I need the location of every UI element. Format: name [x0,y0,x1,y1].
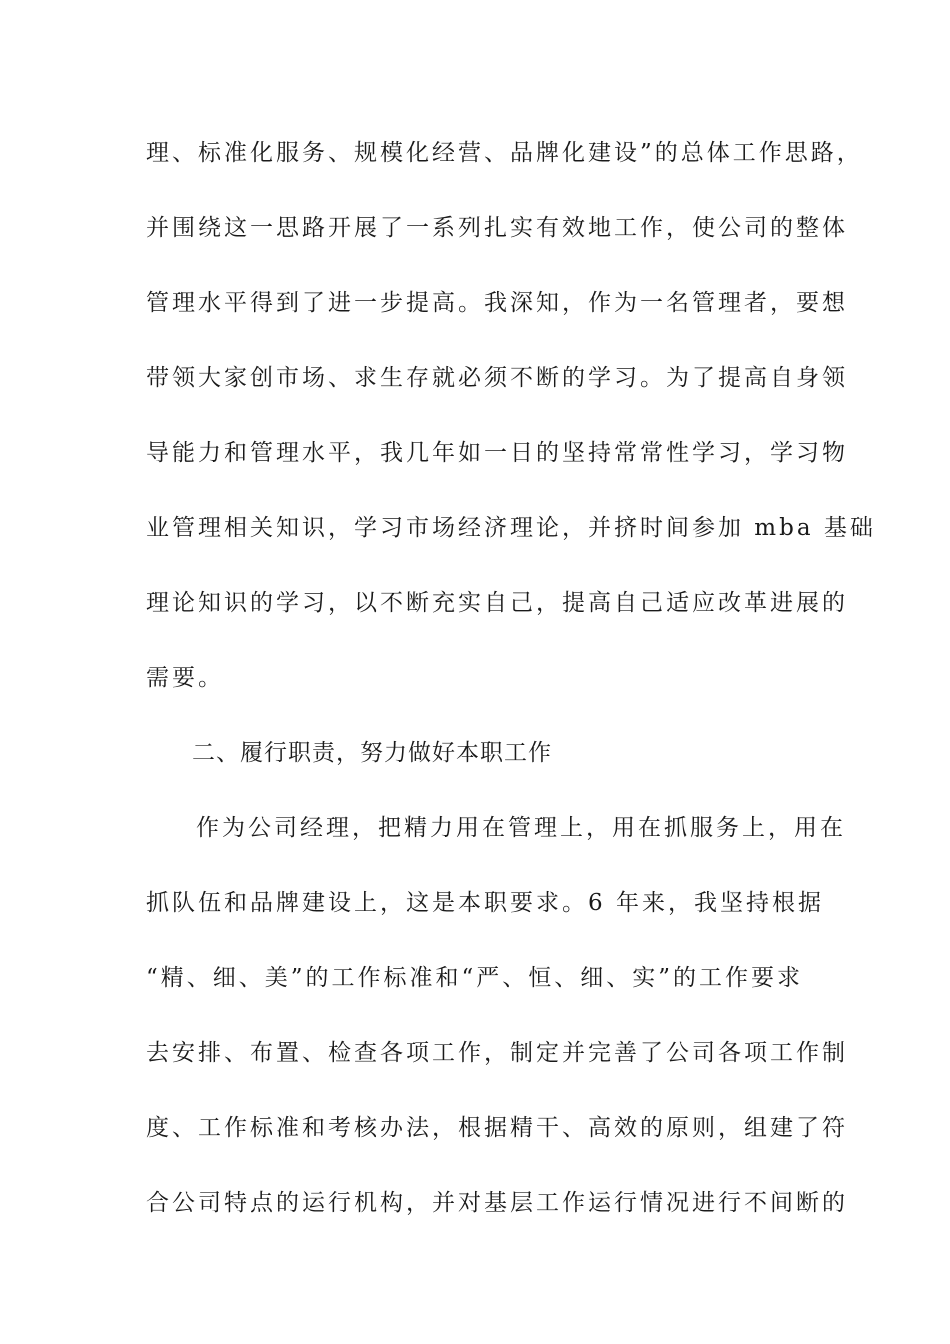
paragraph-line-6: 业管理相关知识，学习市场经济理论，并挤时间参加 mba 基础 [146,515,876,541]
paragraph-line-8: 需要。 [146,665,224,691]
paragraph-line-10: 抓队伍和品牌建设上，这是本职要求。6 年来，我坚持根据 [146,890,824,916]
paragraph-line-2: 并围绕这一思路开展了一系列扎实有效地工作，使公司的整体 [146,215,848,241]
paragraph-line-9: 作为公司经理，把精力用在管理上，用在抓服务上，用在 [196,815,846,841]
section-heading: 二、履行职责，努力做好本职工作 [192,740,552,766]
paragraph-line-1: 理、标准化服务、规模化经营、品牌化建设”的总体工作思路， [146,140,863,166]
paragraph-line-3: 管理水平得到了进一步提高。我深知，作为一名管理者，要想 [146,290,848,316]
paragraph-line-7: 理论知识的学习，以不断充实自己，提高自己适应改革进展的 [146,590,848,616]
paragraph-line-4: 带领大家创市场、求生存就必须不断的学习。为了提高自身领 [146,365,848,391]
paragraph-line-14: 合公司特点的运行机构，并对基层工作运行情况进行不间断的 [146,1190,848,1216]
paragraph-line-12: 去安排、布置、检查各项工作，制定并完善了公司各项工作制 [146,1040,848,1066]
paragraph-line-11: “精、细、美”的工作标准和“严、恒、细、实”的工作要求 [146,965,804,991]
paragraph-line-13: 度、工作标准和考核办法，根据精干、高效的原则，组建了符 [146,1115,848,1141]
paragraph-line-5: 导能力和管理水平，我几年如一日的坚持常常性学习，学习物 [146,440,848,466]
